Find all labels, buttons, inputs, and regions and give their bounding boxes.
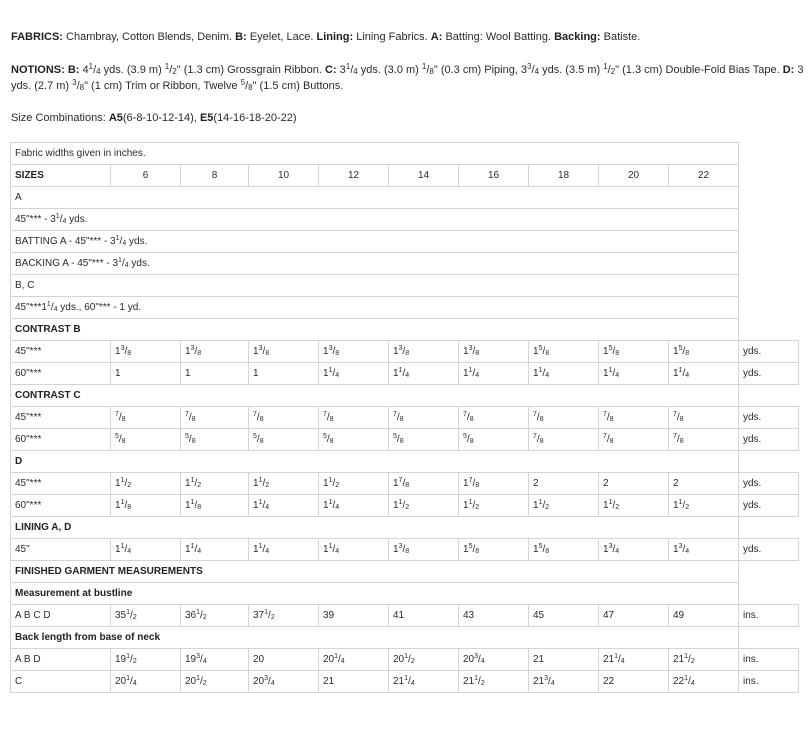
- size-header-8: 8: [181, 165, 249, 187]
- value-cell: $1^5/_8$: [669, 341, 739, 363]
- value-cell: $1^1/_4$: [599, 363, 669, 385]
- value-cell: 1: [249, 363, 319, 385]
- unit-cell: yds.: [739, 341, 799, 363]
- size-header-20: 20: [599, 165, 669, 187]
- value-cell: $^5/_8$: [181, 429, 249, 451]
- section-header-row: [11, 517, 799, 539]
- notions-paragraph: [11, 62, 804, 94]
- section-header-row: [11, 627, 799, 649]
- value-cell: $1^5/_8$: [529, 539, 599, 561]
- size-header-16: 16: [459, 165, 529, 187]
- table-row: [11, 407, 799, 429]
- value-cell: $^5/_8$: [389, 429, 459, 451]
- value-cell: $1^3/_8$: [249, 341, 319, 363]
- yardage-table: [10, 142, 799, 693]
- fabric-note: BATTING A - 45"*** - $3^1/_4$ yds.: [11, 231, 739, 253]
- section-header: D: [11, 451, 739, 473]
- fabric-note-row: [11, 231, 799, 253]
- value-cell: 2: [599, 473, 669, 495]
- value-cell: 47: [599, 605, 669, 627]
- value-cell: $1^1/_2$: [669, 495, 739, 517]
- value-cell: 41: [389, 605, 459, 627]
- section-header-row: [11, 561, 799, 583]
- notions-line-2: yds. (2.7 m) $^3/_8$" (1 cm) Trim or Ribbon, Twelve $^5/_8$" (1.5 cm) Buttons.: [11, 78, 344, 92]
- value-cell: 2: [529, 473, 599, 495]
- value-cell: $1^3/_4$: [599, 539, 669, 561]
- value-cell: $1^5/_8$: [459, 539, 529, 561]
- value-cell: 43: [459, 605, 529, 627]
- value-cell: $21^1/_2$: [459, 671, 529, 693]
- fabric-note-row: [11, 209, 799, 231]
- row-label: 60"***: [11, 429, 111, 451]
- value-cell: $1^1/_2$: [181, 473, 249, 495]
- value-cell: $20^1/_2$: [389, 649, 459, 671]
- unit-cell: yds.: [739, 407, 799, 429]
- value-cell: $1^1/_4$: [319, 495, 389, 517]
- section-header-row: [11, 451, 799, 473]
- section-header: Measurement at bustline: [11, 583, 739, 605]
- table-note: Fabric widths given in inches.: [11, 143, 739, 165]
- value-cell: 21: [319, 671, 389, 693]
- value-cell: $^7/_8$: [181, 407, 249, 429]
- unit-cell: ins.: [739, 671, 799, 693]
- table-row: [11, 363, 799, 385]
- unit-cell: yds.: [739, 363, 799, 385]
- unit-cell: yds.: [739, 495, 799, 517]
- value-cell: $1^1/_4$: [389, 363, 459, 385]
- section-header: Back length from base of neck: [11, 627, 739, 649]
- row-label: A B D: [11, 649, 111, 671]
- value-cell: 39: [319, 605, 389, 627]
- value-cell: $1^3/_8$: [459, 341, 529, 363]
- table-note-row: [11, 143, 799, 165]
- sizes-header-row: [11, 165, 799, 187]
- value-cell: $^7/_8$: [529, 407, 599, 429]
- value-cell: 1: [181, 363, 249, 385]
- value-cell: $37^1/_2$: [249, 605, 319, 627]
- value-cell: $22^1/_4$: [669, 671, 739, 693]
- row-label: 60"***: [11, 495, 111, 517]
- value-cell: $^5/_8$: [111, 429, 181, 451]
- value-cell: $1^1/_2$: [529, 495, 599, 517]
- value-cell: $20^3/_4$: [249, 671, 319, 693]
- value-cell: $20^1/_4$: [111, 671, 181, 693]
- value-cell: $1^3/_8$: [181, 341, 249, 363]
- value-cell: $1^1/_8$: [111, 495, 181, 517]
- value-cell: $20^3/_4$: [459, 649, 529, 671]
- fabric-note-row: [11, 297, 799, 319]
- section-header: CONTRAST C: [11, 385, 739, 407]
- value-cell: $1^5/_8$: [529, 341, 599, 363]
- table-row: [11, 495, 799, 517]
- value-cell: $1^1/_4$: [669, 363, 739, 385]
- value-cell: $1^7/_8$: [389, 473, 459, 495]
- size-header-18: 18: [529, 165, 599, 187]
- value-cell: $1^1/_4$: [319, 363, 389, 385]
- value-cell: $1^5/_8$: [599, 341, 669, 363]
- value-cell: $1^3/_8$: [319, 341, 389, 363]
- value-cell: $21^1/_4$: [599, 649, 669, 671]
- value-cell: $36^1/_2$: [181, 605, 249, 627]
- unit-cell: yds.: [739, 539, 799, 561]
- row-label: 45"***: [11, 473, 111, 495]
- table-row: [11, 539, 799, 561]
- value-cell: $1^1/_2$: [111, 473, 181, 495]
- value-cell: 21: [529, 649, 599, 671]
- table-row: [11, 341, 799, 363]
- value-cell: $1^1/_2$: [249, 473, 319, 495]
- fabric-note: A: [11, 187, 739, 209]
- value-cell: $1^3/_8$: [389, 341, 459, 363]
- fabrics-paragraph: FABRICS: Chambray, Cotton Blends, Denim. B: Eyelet, Lace. Lining: Lining Fabrics. A: Batting: Wool Batting. Backing: Batiste.: [11, 31, 641, 43]
- section-header-row: [11, 319, 799, 341]
- size-header-6: 6: [111, 165, 181, 187]
- value-cell: $20^1/_4$: [319, 649, 389, 671]
- value-cell: $^7/_8$: [389, 407, 459, 429]
- value-cell: $19^3/_4$: [181, 649, 249, 671]
- row-label: 60"***: [11, 363, 111, 385]
- value-cell: 2: [669, 473, 739, 495]
- row-label: A B C D: [11, 605, 111, 627]
- row-label: 45"***: [11, 341, 111, 363]
- value-cell: $21^1/_2$: [669, 649, 739, 671]
- fabric-note: $45"***1^1/_4$ yds., 60"*** - 1 yd.: [11, 297, 739, 319]
- value-cell: $1^7/_8$: [459, 473, 529, 495]
- sizes-label: SIZES: [11, 165, 111, 187]
- table-row: [11, 671, 799, 693]
- value-cell: $1^1/_4$: [529, 363, 599, 385]
- value-cell: $^5/_8$: [319, 429, 389, 451]
- section-header: CONTRAST B: [11, 319, 739, 341]
- value-cell: $^7/_8$: [249, 407, 319, 429]
- value-cell: $^7/_8$: [459, 407, 529, 429]
- section-header-row: [11, 385, 799, 407]
- value-cell: $1^3/_8$: [111, 341, 181, 363]
- fabric-note: BACKING A - 45"*** - $3^1/_4$ yds.: [11, 253, 739, 275]
- value-cell: $1^1/_8$: [181, 495, 249, 517]
- value-cell: 45: [529, 605, 599, 627]
- value-cell: 20: [249, 649, 319, 671]
- unit-cell: ins.: [739, 605, 799, 627]
- fabric-note-row: [11, 187, 799, 209]
- value-cell: $1^1/_4$: [249, 539, 319, 561]
- value-cell: $1^1/_4$: [459, 363, 529, 385]
- unit-cell: yds.: [739, 429, 799, 451]
- value-cell: 22: [599, 671, 669, 693]
- value-cell: $^7/_8$: [319, 407, 389, 429]
- size-header-10: 10: [249, 165, 319, 187]
- fabric-note: B, C: [11, 275, 739, 297]
- value-cell: $^7/_8$: [599, 429, 669, 451]
- value-cell: $1^3/_4$: [669, 539, 739, 561]
- value-cell: $1^1/_4$: [111, 539, 181, 561]
- value-cell: $21^1/_4$: [389, 671, 459, 693]
- value-cell: 1: [111, 363, 181, 385]
- table-row: [11, 605, 799, 627]
- value-cell: $^5/_8$: [459, 429, 529, 451]
- value-cell: $1^1/_2$: [319, 473, 389, 495]
- value-cell: $35^1/_2$: [111, 605, 181, 627]
- section-header-row: [11, 583, 799, 605]
- value-cell: $1^1/_4$: [249, 495, 319, 517]
- unit-cell: ins.: [739, 649, 799, 671]
- value-cell: $^7/_8$: [529, 429, 599, 451]
- value-cell: $^7/_8$: [669, 407, 739, 429]
- value-cell: $^7/_8$: [599, 407, 669, 429]
- value-cell: $19^1/_2$: [111, 649, 181, 671]
- section-header: LINING A, D: [11, 517, 739, 539]
- value-cell: $1^1/_4$: [319, 539, 389, 561]
- value-cell: $1^1/_2$: [599, 495, 669, 517]
- table-row: [11, 473, 799, 495]
- value-cell: 49: [669, 605, 739, 627]
- size-header-14: 14: [389, 165, 459, 187]
- size-header-12: 12: [319, 165, 389, 187]
- value-cell: $1^1/_2$: [459, 495, 529, 517]
- unit-cell: yds.: [739, 473, 799, 495]
- row-label: 45"***: [11, 407, 111, 429]
- size-combinations: Size Combinations: A5(6-8-10-12-14), E5(14-16-18-20-22): [11, 112, 297, 124]
- size-header-22: 22: [669, 165, 739, 187]
- value-cell: $^7/_8$: [111, 407, 181, 429]
- value-cell: $1^1/_4$: [181, 539, 249, 561]
- row-label: C: [11, 671, 111, 693]
- value-cell: $20^1/_2$: [181, 671, 249, 693]
- notions-line-1: NOTIONS: B: $4^1/_4$ yds. (3.9 m) $^1/_2$" (1.3 cm) Grossgrain Ribbon. C: $3^1/_4$ yds. (3.0 m) $^1/_8$" (0.3 cm) Piping, $3^3/_4$ yds. (3.5 m) $^1/_2$" (1.3 cm) Double-Fold Bias Tape. D: 3: [11, 62, 804, 76]
- table-row: [11, 649, 799, 671]
- value-cell: $^7/_8$: [669, 429, 739, 451]
- fabric-note: 45"*** - $3^1/_4$ yds.: [11, 209, 739, 231]
- fabric-note-row: [11, 253, 799, 275]
- row-label: 45": [11, 539, 111, 561]
- value-cell: $21^3/_4$: [529, 671, 599, 693]
- fabric-note-row: [11, 275, 799, 297]
- section-header: FINISHED GARMENT MEASUREMENTS: [11, 561, 739, 583]
- value-cell: $^5/_8$: [249, 429, 319, 451]
- value-cell: $1^1/_2$: [389, 495, 459, 517]
- value-cell: $1^3/_8$: [389, 539, 459, 561]
- table-row: [11, 429, 799, 451]
